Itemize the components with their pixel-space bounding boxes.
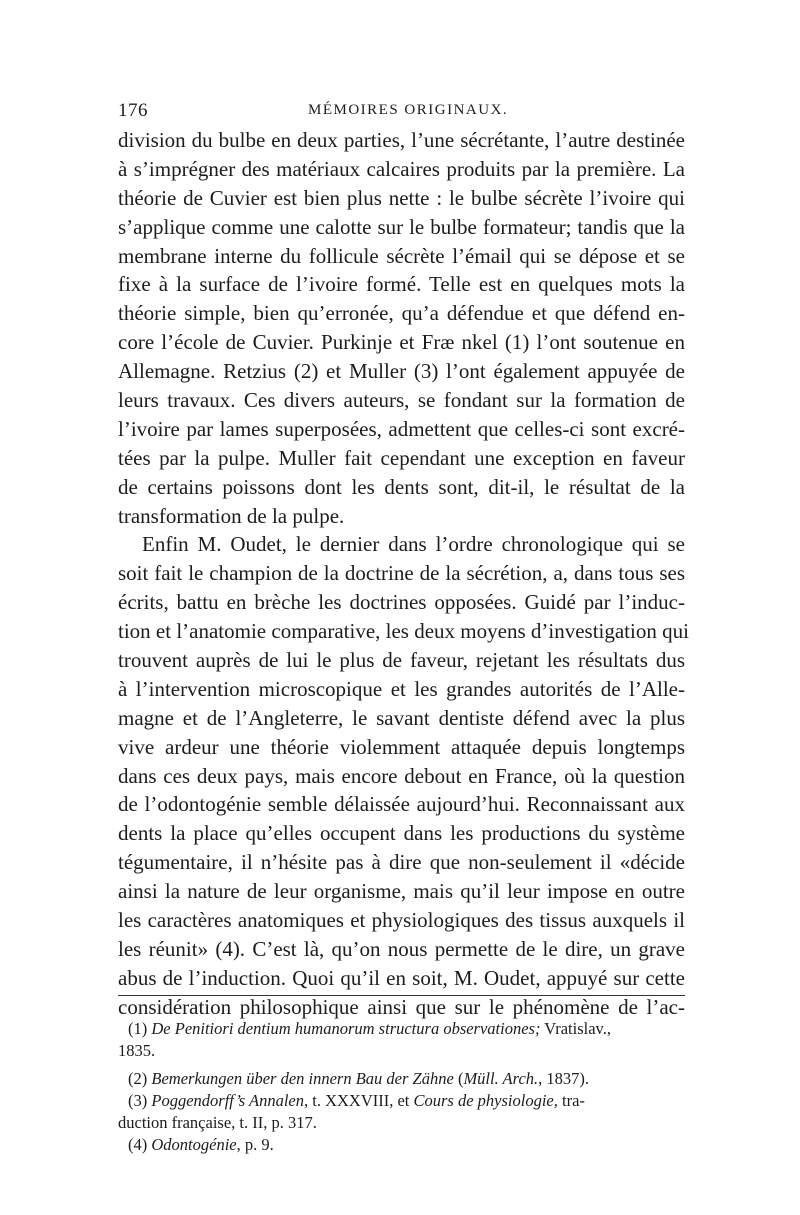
body-line: théorie de Cuvier est bien plus nette : le bulbe sécrète l’ivoire qui [118,185,685,210]
footnote-3-title: Poggendorff’s Annalen [151,1091,304,1110]
page-header [118,100,683,126]
body-line: dents la place qu’elles occupent dans les productions du système [118,821,685,846]
footnote-3 [118,1090,685,1112]
body-line: les caractères anatomiques et physiologiques des tissus auxquels il [118,908,685,933]
body-line: vive ardeur une théorie violemment attaquée depuis longtemps [118,734,685,759]
footnote-4-page: , p. 9. [236,1135,274,1154]
body-line: théorie simple, bien qu’erronée, qu’a défendue et que défend en- [118,301,685,326]
body-line: à l’intervention microscopique et les grandes autorités de l’Alle- [118,676,685,701]
body-line: fixe à la surface de l’ivoire formé. Telle est en quelques mots la [118,272,685,297]
body-line: tées par la pulpe. Muller fait cependant une exception en faveur [118,445,685,470]
footnote-3-rest: tra- [562,1091,585,1110]
footnote-2-ref-close: , 1837). [538,1069,590,1088]
footnote-1-continuation: 1835. [118,1041,156,1060]
footnote-4-title: Odontogénie [151,1135,237,1154]
body-line: s’applique comme une calotte sur le bulbe formateur; tandis que la [118,214,685,239]
body-line: division du bulbe en deux parties, l’une sécrétante, l’autre destinée [118,128,685,152]
body-line: dans ces deux pays, mais encore debout en France, où la question [118,763,685,788]
body-line: de l’odontogénie semble délaissée aujourd’hui. Reconnaissant aux [118,792,685,817]
footnotes [118,1018,685,1156]
body-line: leurs travaux. Ces divers auteurs, se fondant sur la formation de [118,388,685,413]
body-line: à s’imprégner des matériaux calcaires produits par la première. La [118,156,685,181]
body-line: écrits, battu en brèche les doctrines opposées. Guidé par l’induc- [118,590,685,615]
footnote-1-place: Vratislav., [544,1019,611,1038]
footnote-4 [118,1134,685,1156]
body-line: core l’école de Cuvier. Purkinje et Fræ nkel (1) l’ont soutenue en [118,330,685,355]
body-line: ainsi la nature de leur organisme, mais qu’il leur impose en outre [118,879,685,904]
body-line: membrane interne du follicule sécrète l’émail qui se dépose et se [118,243,685,268]
footnote-3-title-2: Cours de physiologie, [413,1091,558,1110]
footnote-divider [118,995,685,996]
footnote-1-number: (1) [128,1019,148,1038]
paragraph-start-line: Enfin M. Oudet, le dernier dans l’ordre chronologique qui se [142,532,685,557]
footnote-4-number: (4) [128,1135,148,1154]
running-title: MÉMOIRES ORIGINAUX. [308,102,509,118]
body-line: transformation de la pulpe. [118,503,345,528]
footnote-3-number: (3) [128,1091,148,1110]
body-line: trouvent auprès de lui le plus de faveur, rejetant les résultats dus [118,648,685,673]
body-line: les réunit» (4). C’est là, qu’on nous permette de le dire, un grave [118,936,685,961]
footnote-2-number: (2) [128,1069,148,1088]
footnote-2-journal: Müll. Arch. [463,1069,539,1088]
footnote-2-title: Bemerkungen über den innern Bau der Zähne [151,1069,454,1088]
body-line: tion et l’anatomie comparative, les deux moyens d’investigation qui [118,619,689,644]
body-line: l’ivoire par lames superposées, admettent que celles-ci sont excré- [118,416,685,441]
footnote-2 [118,1068,685,1090]
body-line: magne et de l’Angleterre, le savant dentiste défend avec la plus [118,705,685,730]
body-line: tégumentaire, il n’hésite pas à dire que non-seulement il «décide [118,850,685,875]
footnote-1-title: De Penitiori dentium humanorum structura observationes; [151,1019,541,1038]
body-line: de certains poissons dont les dents sont, dit-il, le résultat de la [118,474,685,499]
page-number: 176 [118,100,148,121]
body-line: considération philosophique ainsi que sur le phénomène de l’ac- [118,994,685,1019]
body-line: soit fait le champion de la doctrine de la sécrétion, a, dans tous ses [118,561,685,586]
footnote-3-volume: , t. XXXVIII, et [303,1091,410,1110]
body-line: Allemagne. Retzius (2) et Muller (3) l’ont également appuyée de [118,359,685,384]
footnote-3-continuation: duction française, t. II, p. 317. [118,1113,317,1132]
footnote-1 [118,1018,685,1040]
body-text [118,126,689,1022]
footnote-2-ref-open: ( [457,1069,464,1088]
body-line: abus de l’induction. Quoi qu’il en soit, M. Oudet, appuyé sur cette [118,965,685,990]
